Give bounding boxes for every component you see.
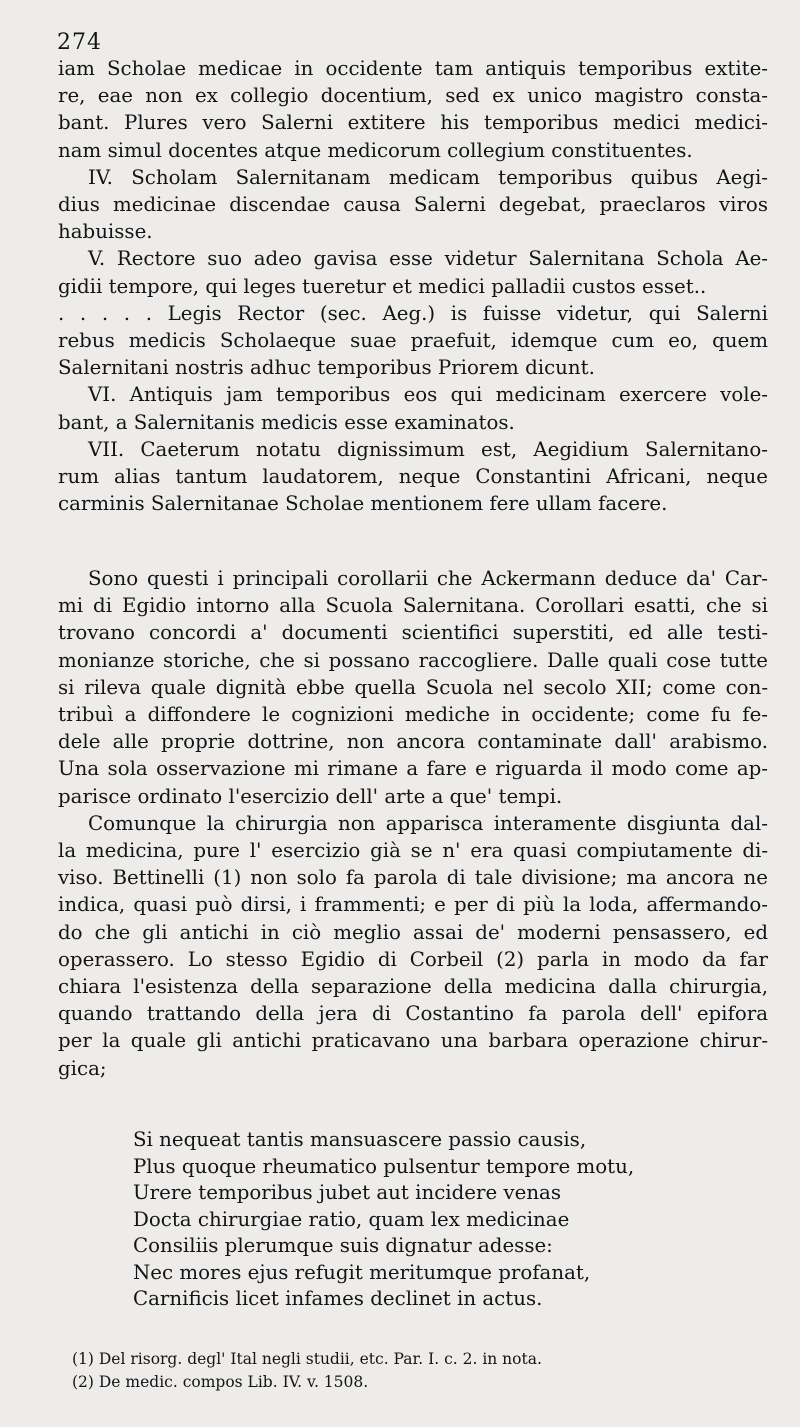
text-line: mi di Egidio intorno alla Scuola Salernitana. Corollari esatti, che si [58,594,768,618]
verse-line: Si nequeat tantis mansuascere passio causis, [133,1128,587,1151]
text-line: VI. Antiquis jam temporibus eos qui medicinam exercere vole- [88,383,768,407]
italian-commentary [58,565,768,1082]
text-line: Una sola osservazione mi rimane a fare e riguarda il modo come ap- [58,757,768,781]
footnote: (2) De medic. compos Lib. IV. v. 1508. [72,1373,369,1391]
text-line: do che gli antichi in ciò meglio assai de' moderni pensassero, ed [58,920,768,944]
text-line: chiara l'esistenza della separazione della medicina dalla chirurgia, [58,975,768,999]
text-line: Salernitani nostris adhuc temporibus Priorem dicunt. [58,356,595,380]
text-line: VII. Caeterum notatu dignissimum est, Aegidium Salernitano- [88,437,768,461]
latin-verse-quotation [133,1127,773,1313]
footnote: (1) Del risorg. degl' Ital negli studii, etc. Par. I. c. 2. in nota. [72,1350,542,1368]
text-line: habuisse. [58,220,153,244]
text-line: indica, quasi può dirsi, i frammenti; e per di più la loda, affermando- [58,893,768,917]
verse-line: Plus quoque rheumatico pulsentur tempore motu, [133,1154,635,1178]
text-line: parisce ordinato l'esercizio dell' arte a que' tempi. [58,784,563,808]
text-line: re, eae non ex collegio docentium, sed ex unico magistro consta- [58,84,768,108]
text-line: carminis Salernitanae Scholae mentionem fere ullam facere. [58,492,668,516]
verse-line: Nec mores ejus refugit meritumque profanat, [133,1260,591,1284]
text-line: . . . . . Legis Rector (sec. Aeg.) is fuisse videtur, qui Salerni [58,301,768,325]
text-line: monianze storiche, che si possano raccogliere. Dalle quali cose tutte [58,648,768,672]
text-line: tribuì a diffondere le cognizioni mediche in occidente; come fu fe- [58,703,768,727]
text-line: viso. Bettinelli (1) non solo fa parola di tale divisione; ma ancora ne [58,866,768,890]
text-line: iam Scholae medicae in occidente tam antiquis temporibus extite- [58,57,768,80]
text-line: trovano concordi a' documenti scientifici superstiti, ed alle testi- [58,621,768,645]
text-line: per la quale gli antichi praticavano una barbara operazione chirur- [58,1029,768,1053]
text-line: quando trattando della jera di Costantino fa parola dell' epifora [58,1002,768,1026]
text-line: bant, a Salernitanis medicis esse examinatos. [58,410,515,434]
text-line: rum alias tantum laudatorem, neque Constantini Africani, neque [58,465,768,489]
text-line: dele alle proprie dottrine, non ancora contaminate dall' arabismo. [58,730,768,754]
text-line: si rileva quale dignità ebbe quella Scuola nel secolo XII; come con- [58,675,768,699]
text-line: rebus medicis Scholaeque suae praefuit, idemque cum eo, quem [58,329,768,353]
text-line: la medicina, pure l' esercizio già se n' era quasi compiutamente di- [58,839,768,863]
verse-line: Urere temporibus jubet aut incidere venas [133,1181,562,1204]
text-line: nam simul docentes atque medicorum collegium constituentes. [58,138,693,162]
text-line: dius medicinae discendae causa Salerni degebat, praeclaros viros [58,193,768,217]
text-line: Sono questi i principali corollarii che Ackermann deduce da' Car- [88,567,768,590]
footnotes [72,1348,772,1394]
text-line: Comunque la chirurgia non apparisca interamente disgiunta dal- [88,811,768,835]
text-line: gica; [58,1056,107,1080]
text-line: V. Rectore suo adeo gavisa esse videtur Salernitana Schola Ae- [88,247,768,271]
text-line: gidii tempore, qui leges tueretur et medici palladii custos esset.. [58,274,707,298]
verse-line: Consiliis plerumque suis dignatur adesse: [133,1234,553,1257]
text-line: IV. Scholam Salernitanam medicam temporibus quibus Aegi- [88,165,768,189]
verse-line: Carnificis licet infames declinet in actus. [133,1287,543,1310]
verse-line: Docta chirurgiae ratio, quam lex medicinae [133,1207,570,1231]
text-line: operassero. Lo stesso Egidio di Corbeil (2) parla in modo da far [58,947,768,971]
page-number: 274 [57,30,102,55]
text-line: bant. Plures vero Salerni extitere his temporibus medici medici- [58,111,768,135]
latin-corollaries [58,55,768,517]
